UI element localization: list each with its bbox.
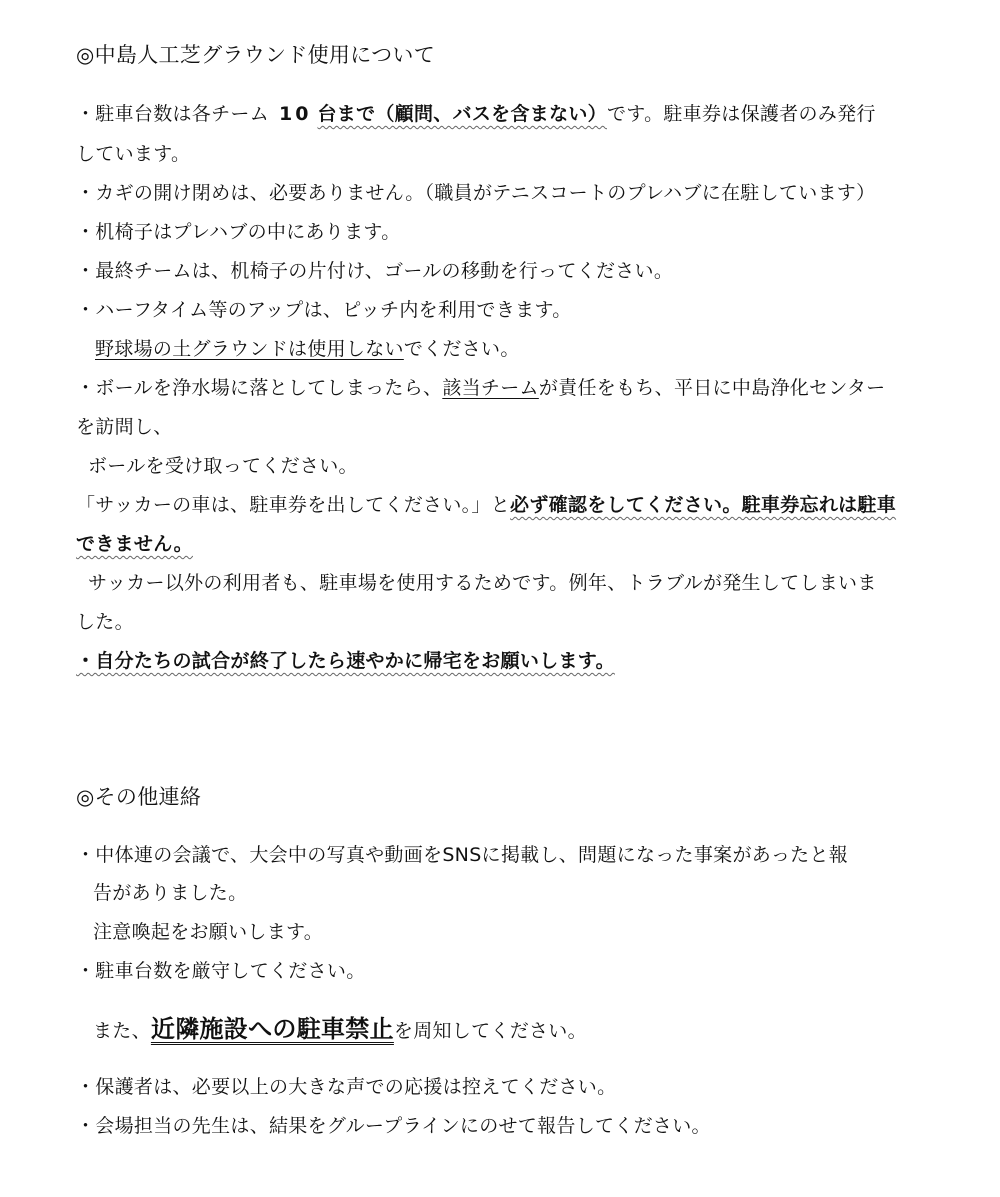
- parking-rule-line: [76, 101, 876, 127]
- cheer-notice: ・保護者は、必要以上の大きな声での応援は控えてください。: [76, 1076, 617, 1098]
- parking-limit-notice: ・駐車台数を厳守してください。: [76, 960, 366, 982]
- ball-rule-suffix: が責任をもち、平日に中島浄化センター: [538, 377, 886, 399]
- section-heading-ground: ◎中島人工芝グラウンド使用について: [76, 43, 436, 67]
- ticket-quote: 「サッカーの車は、駐車券を出してください。」と: [76, 494, 511, 516]
- ball-rule-team: 該当チーム: [442, 377, 539, 399]
- parking-rule-cont: しています。: [76, 143, 191, 165]
- report-notice: ・会場担当の先生は、結果をグループラインにのせて報告してください。: [76, 1115, 711, 1137]
- key-rule: ・カギの開け閉めは、必要ありません。（職員がテニスコートのプレハブに在駐しています）: [76, 182, 876, 204]
- parking-rule-suffix: です。駐車券は保護者のみ発行: [606, 103, 876, 125]
- sns-notice: ・中体連の会議で、大会中の写真や動画をSNSに掲載し、問題になった事案があったと報: [76, 844, 849, 866]
- sns-notice-cont: 告がありました。: [93, 882, 248, 904]
- nearby-suffix: を周知してください。: [393, 1020, 587, 1042]
- warmup-rule: ・ハーフタイム等のアップは、ピッチ内を利用できます。: [76, 299, 572, 321]
- ticket-reason-cont: した。: [76, 611, 134, 633]
- ticket-rule-line: [76, 492, 896, 518]
- ticket-emphasis-1: 必ず確認をしてください。駐車券忘れは駐車: [510, 494, 897, 516]
- warmup-restriction: [95, 336, 520, 362]
- section-heading-other: ◎その他連絡: [76, 785, 202, 809]
- ball-rule-line: [76, 375, 886, 401]
- sns-notice-cont2: 注意喚起をお願いします。: [93, 921, 324, 943]
- parking-rule-prefix: ・駐車台数は各チーム: [76, 103, 270, 125]
- nearby-emphasis: 近隣施設への駐車禁止: [150, 1015, 394, 1043]
- desks-rule: ・机椅子はプレハブの中にあります。: [76, 221, 401, 243]
- parking-limit-note: 台まで（顧問、バスを含まない）: [317, 103, 607, 125]
- ball-rule-cont: を訪問し、: [76, 416, 173, 438]
- warmup-restriction-underlined: 野球場の土グラウンドは使用しない: [95, 338, 404, 360]
- nearby-parking-notice: [93, 1016, 587, 1044]
- last-team-rule: ・最終チームは、机椅子の片付け、ゴールの移動を行ってください。: [76, 260, 674, 282]
- ticket-reason: サッカー以外の利用者も、駐車場を使用するためです。例年、トラブルが発生してしまいま: [88, 572, 877, 594]
- parking-count: 10: [279, 103, 312, 125]
- go-home-rule: ・自分たちの試合が終了したら速やかに帰宅をお願いします。: [76, 650, 615, 672]
- ball-rule-cont2: ボールを受け取ってください。: [88, 455, 358, 477]
- nearby-prefix: また、: [93, 1020, 151, 1042]
- ticket-emphasis-2: できません。: [76, 533, 193, 555]
- ball-rule-prefix: ・ボールを浄水場に落としてしまったら、: [76, 377, 443, 399]
- warmup-restriction-rest: でください。: [403, 338, 520, 360]
